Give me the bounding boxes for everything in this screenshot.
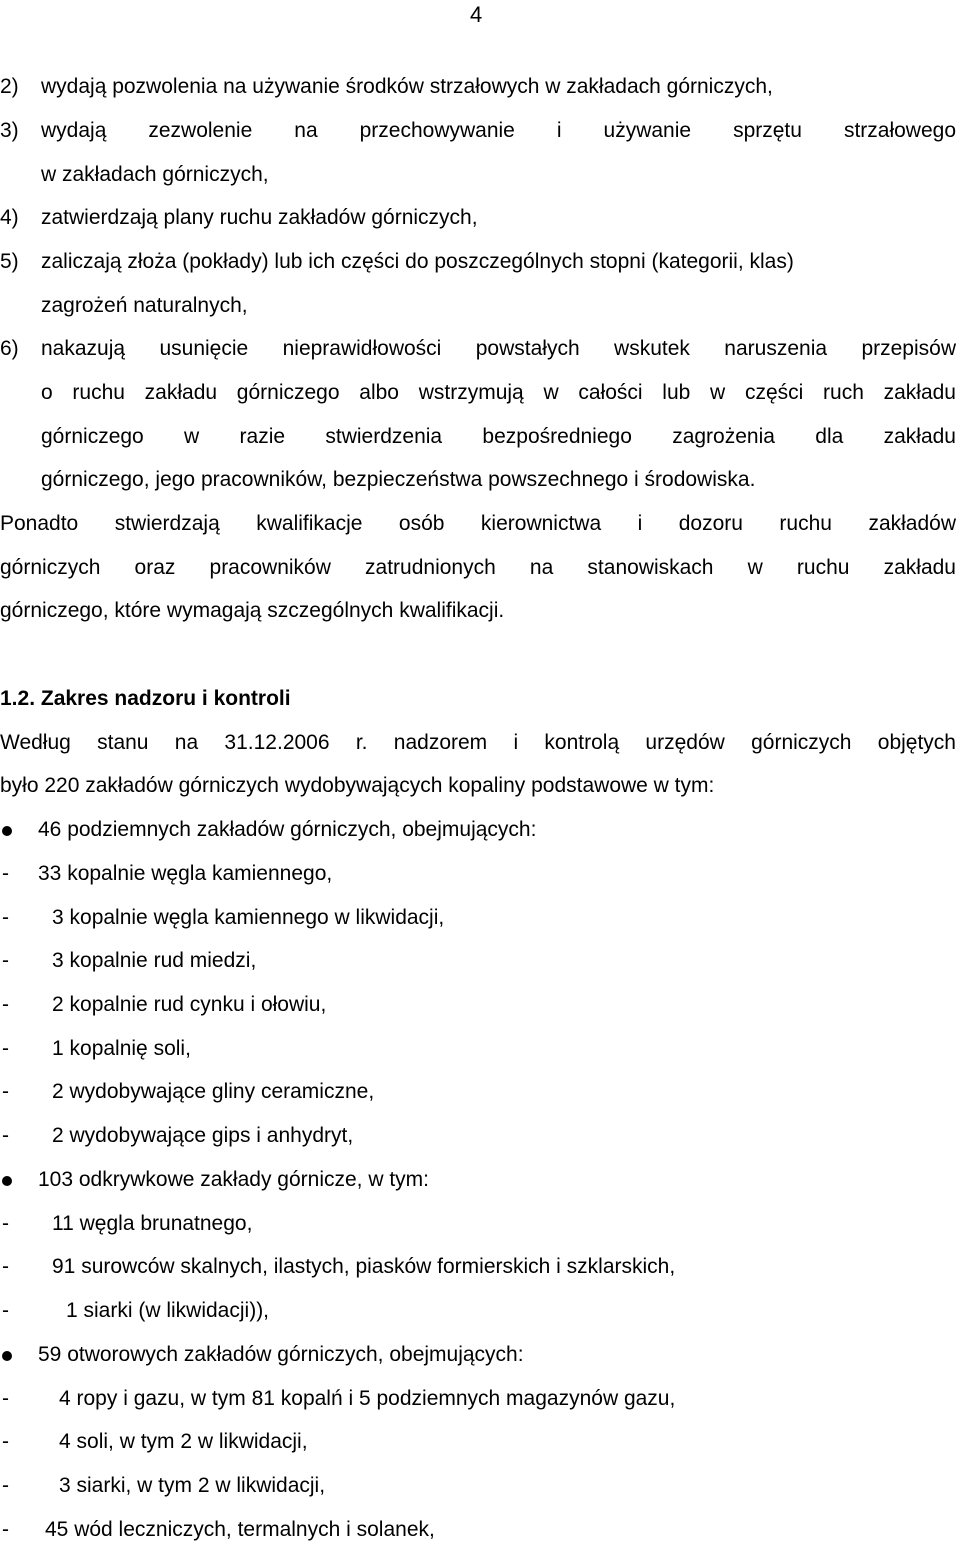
list-item-text: nakazują usunięcie nieprawidłowości powstałych wskutek naruszenia przepisów — [41, 337, 956, 360]
bullet-text: 59 otworowych zakładów górniczych, obejmujących: — [38, 1343, 524, 1366]
section-heading: 1.2. Zakres nadzoru i kontroli — [0, 687, 291, 710]
list-item-number: 2) — [0, 75, 19, 98]
list-item-text-continued: górniczego w razie stwierdzenia bezpośredniego zagrożenia dla zakładu — [41, 425, 956, 448]
bullet-text: 46 podziemnych zakładów górniczych, obejmujących: — [38, 818, 537, 841]
list-item-number: 4) — [0, 206, 19, 229]
paragraph-line: Ponadto stwierdzają kwalifikacje osób kierownictwa i dozoru ruchu zakładów — [0, 512, 956, 535]
list-item-text-continued: w zakładach górniczych, — [41, 163, 269, 186]
list-item-text: wydają pozwolenia na używanie środków strzałowych w zakładach górniczych, — [41, 75, 773, 98]
dash-icon: - — [2, 1037, 9, 1060]
dash-icon: - — [2, 1474, 9, 1497]
list-item-text-continued: zagrożeń naturalnych, — [41, 294, 248, 317]
dash-item-text: 1 kopalnię soli, — [52, 1037, 191, 1060]
bullet-icon — [2, 1351, 12, 1361]
paragraph-line: Według stanu na 31.12.2006 r. nadzorem i kontrolą urzędów górniczych objętych — [0, 731, 956, 754]
bullet-icon — [2, 1176, 12, 1186]
dash-item-text: 33 kopalnie węgla kamiennego, — [38, 862, 333, 885]
dash-icon: - — [2, 993, 9, 1016]
dash-icon: - — [2, 1080, 9, 1103]
list-item-text: zaliczają złoża (pokłady) lub ich części do poszczególnych stopni (kategorii, klas) — [41, 250, 794, 273]
dash-icon: - — [2, 1299, 9, 1322]
paragraph-line: górniczych oraz pracowników zatrudnionych na stanowiskach w ruchu zakładu — [0, 556, 956, 579]
list-item-3 — [0, 116, 960, 146]
dash-icon: - — [2, 1387, 9, 1410]
dash-item-text: 2 wydobywające gliny ceramiczne, — [52, 1080, 375, 1103]
list-item-6 — [0, 334, 960, 364]
dash-item-text: 91 surowców skalnych, ilastych, piasków formierskich i szklarskich, — [52, 1255, 676, 1278]
dash-item-text: 4 soli, w tym 2 w likwidacji, — [59, 1430, 308, 1453]
dash-item-text: 2 kopalnie rud cynku i ołowiu, — [52, 993, 327, 1016]
dash-icon: - — [2, 1212, 9, 1235]
dash-item-text: 2 wydobywające gips i anhydryt, — [52, 1124, 354, 1147]
list-item-text-continued: o ruchu zakładu górniczego albo wstrzymują w całości lub w części ruch zakładu — [41, 381, 956, 404]
dash-item-text: 3 siarki, w tym 2 w likwidacji, — [59, 1474, 326, 1497]
list-item-number: 3) — [0, 119, 19, 142]
dash-item-text: 11 węgla brunatnego, — [52, 1212, 253, 1235]
page-number: 4 — [470, 2, 483, 27]
dash-icon: - — [2, 949, 9, 972]
dash-icon: - — [2, 1518, 9, 1541]
paragraph-line: górniczego, które wymagają szczególnych kwalifikacji. — [0, 599, 505, 622]
dash-item-text: 3 kopalnie węgla kamiennego w likwidacji, — [52, 906, 445, 929]
list-item-text: zatwierdzają plany ruchu zakładów górniczych, — [41, 206, 478, 229]
dash-icon: - — [2, 906, 9, 929]
bullet-icon — [2, 826, 12, 836]
dash-item-text: 4 ropy i gazu, w tym 81 kopalń i 5 podziemnych magazynów gazu, — [59, 1387, 676, 1410]
dash-icon: - — [2, 1124, 9, 1147]
dash-icon: - — [2, 862, 9, 885]
list-item-number: 6) — [0, 337, 19, 360]
dash-item-text: 45 wód leczniczych, termalnych i solanek, — [45, 1518, 435, 1541]
paragraph-line: było 220 zakładów górniczych wydobywających kopaliny podstawowe w tym: — [0, 774, 715, 797]
bullet-text: 103 odkrywkowe zakłady górnicze, w tym: — [38, 1168, 429, 1191]
dash-item-text: 1 siarki (w likwidacji)), — [66, 1299, 270, 1322]
dash-item-text: 3 kopalnie rud miedzi, — [52, 949, 257, 972]
list-item-text-continued: górniczego, jego pracowników, bezpieczeństwa powszechnego i środowiska. — [41, 468, 756, 491]
dash-icon: - — [2, 1255, 9, 1278]
list-item-number: 5) — [0, 250, 19, 273]
dash-icon: - — [2, 1430, 9, 1453]
list-item-text: wydają zezwolenie na przechowywanie i używanie sprzętu strzałowego — [41, 119, 956, 142]
